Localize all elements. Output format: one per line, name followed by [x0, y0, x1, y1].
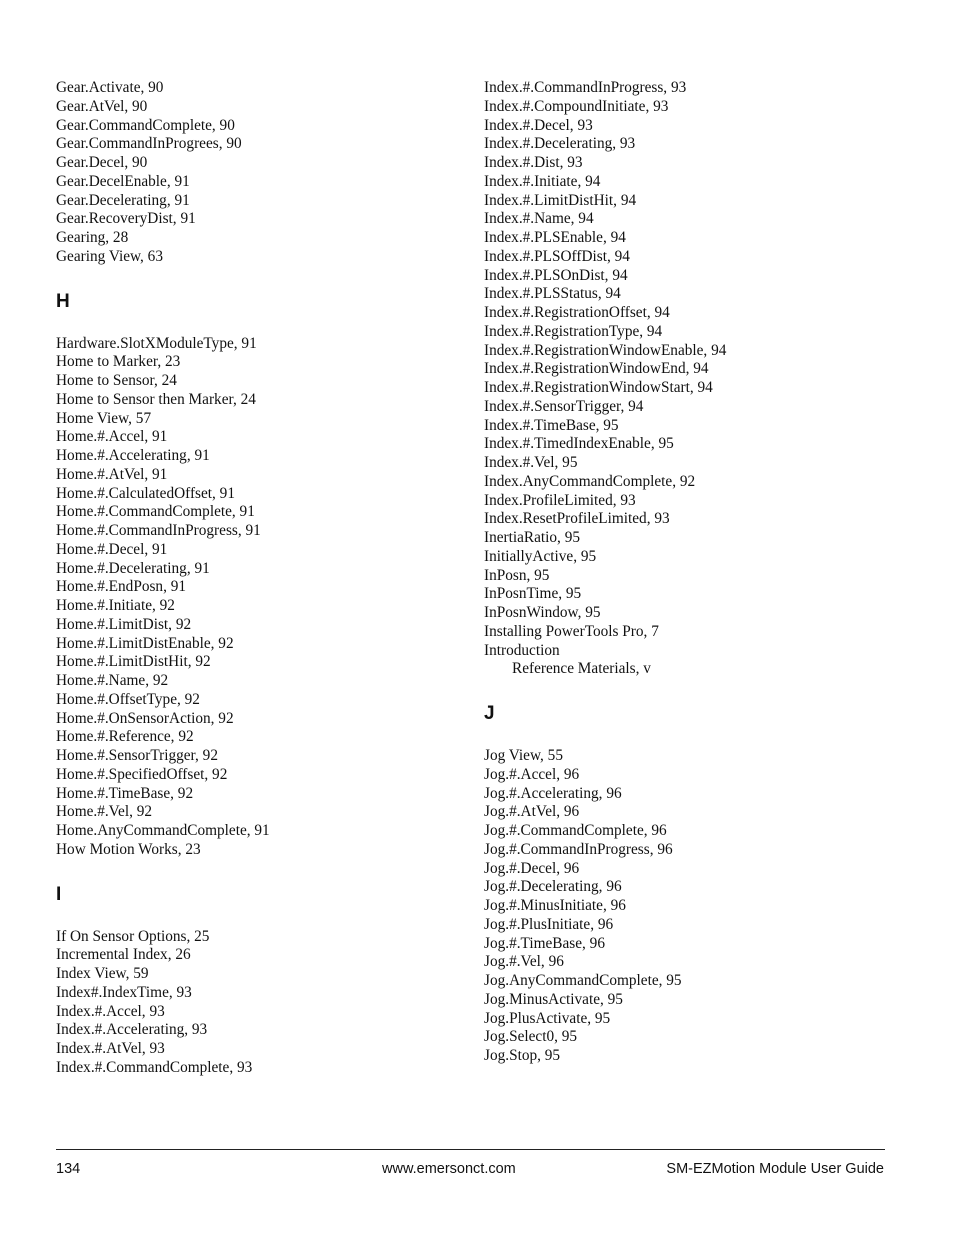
index-entry: Index.#.TimeBase, 95	[484, 416, 619, 434]
index-entry: Home.#.CommandInProgress, 91	[56, 522, 261, 539]
index-entry: Home to Marker, 23	[56, 353, 181, 371]
index-entry: Installing PowerTools Pro, 7	[484, 622, 659, 640]
index-entry: Index.#.TimedIndexEnable, 95	[484, 435, 674, 453]
index-entry: Jog.AnyCommandComplete, 95	[484, 972, 682, 989]
index-entry: Jog.#.Decelerating, 96	[484, 878, 622, 896]
index-entry: Index.#.LimitDistHit, 94	[484, 191, 637, 209]
index-entry: Home.#.Vel, 92	[56, 803, 153, 821]
index-entry: Home.#.CommandComplete, 91	[56, 503, 255, 521]
index-entry: Jog.Stop, 95	[484, 1047, 561, 1064]
section-letter-heading: H	[56, 290, 70, 312]
index-entry: Index.#.CommandInProgress, 93	[484, 79, 687, 96]
index-entry: Home.#.Name, 92	[56, 672, 169, 689]
index-entry: Index.#.RegistrationWindowEnd, 94	[484, 360, 709, 378]
index-entry: Home.#.Initiate, 92	[56, 597, 175, 614]
index-entry: InitiallyActive, 95	[484, 547, 597, 565]
index-entry: InPosnWindow, 95	[484, 604, 601, 621]
index-entry: If On Sensor Options, 25	[56, 927, 210, 945]
index-entry: Home.#.CalculatedOffset, 91	[56, 484, 235, 502]
index-entry: Index.#.PLSEnable, 94	[484, 229, 626, 246]
index-entry: Index.#.Vel, 95	[484, 454, 578, 471]
index-entry: Index.#.PLSOffDist, 94	[484, 247, 630, 265]
index-entry: Index.#.CommandComplete, 93	[56, 1058, 253, 1076]
index-left-column	[56, 79, 456, 1078]
index-entry: Jog.#.AtVel, 96	[484, 803, 580, 821]
index-entry: Gear.CommandComplete, 90	[56, 116, 235, 134]
index-entry: Index.#.Decel, 93	[484, 116, 593, 134]
index-entry: Gear.DecelEnable, 91	[56, 172, 190, 190]
index-entry: Incremental Index, 26	[56, 946, 191, 964]
index-entry: Gear.Decel, 90	[56, 154, 148, 171]
index-entry: Index.#.Accelerating, 93	[56, 1021, 208, 1039]
index-entry: Home to Sensor then Marker, 24	[56, 390, 256, 408]
guide-title: SM-EZMotion Module User Guide	[666, 1161, 884, 1177]
index-entry: Index.#.RegistrationWindowEnable, 94	[484, 341, 727, 359]
index-entry: Home.#.LimitDistHit, 92	[56, 653, 211, 671]
index-entry: Index.#.AtVel, 93	[56, 1040, 165, 1057]
index-entry: Home.AnyCommandComplete, 91	[56, 822, 270, 839]
index-entry: Home.#.OnSensorAction, 92	[56, 709, 234, 727]
index-entry: Jog.#.PlusInitiate, 96	[484, 915, 614, 933]
index-entry: Gearing View, 63	[56, 247, 163, 265]
index-entry: Home.#.SpecifiedOffset, 92	[56, 765, 228, 783]
index-entry: Index.#.RegistrationOffset, 94	[484, 304, 670, 321]
index-entry: Jog.#.CommandInProgress, 96	[484, 840, 673, 858]
index-entry: Jog.#.Decel, 96	[484, 859, 580, 877]
index-entry: Jog.#.MinusInitiate, 96	[484, 897, 626, 914]
index-entry: Index.ResetProfileLimited, 93	[484, 510, 670, 528]
index-entry: Home.#.Accelerating, 91	[56, 447, 210, 464]
index-entry: Index.#.SensorTrigger, 94	[484, 397, 644, 415]
index-entry: Home.#.OffsetType, 92	[56, 690, 200, 708]
page-number: 134	[56, 1161, 81, 1177]
index-entry: Jog.Select0, 95	[484, 1028, 578, 1046]
index-entry: Index.#.CompoundInitiate, 93	[484, 97, 669, 115]
index-entry: Introduction	[484, 641, 560, 659]
index-entry: Gear.Activate, 90	[56, 79, 164, 96]
index-entry: Index.#.Accel, 93	[56, 1002, 165, 1020]
index-entry: InertiaRatio, 95	[484, 529, 581, 546]
footer-divider	[56, 1149, 885, 1150]
index-entry: Home.#.AtVel, 91	[56, 465, 168, 483]
index-entry: Home.#.EndPosn, 91	[56, 578, 187, 596]
index-entry: Home.#.TimeBase, 92	[56, 784, 194, 802]
index-entry: Index#.IndexTime, 93	[56, 983, 192, 1001]
index-entry: How Motion Works, 23	[56, 840, 201, 858]
index-entry: Jog.#.Accelerating, 96	[484, 784, 622, 802]
index-entry: Jog.#.Vel, 96	[484, 953, 564, 971]
index-subentry: Reference Materials, v	[512, 660, 651, 678]
section-letter-heading: J	[484, 703, 495, 724]
index-entry: Home.#.LimitDist, 92	[56, 615, 192, 633]
index-entry: Home to Sensor, 24	[56, 372, 177, 389]
index-entry: Gear.Decelerating, 91	[56, 191, 190, 209]
index-entry: Home.#.SensorTrigger, 92	[56, 747, 218, 764]
index-entry: Jog.#.CommandComplete, 96	[484, 822, 667, 839]
index-entry: InPosnTime, 95	[484, 585, 582, 603]
index-entry: Gear.CommandInProgrees, 90	[56, 135, 242, 153]
index-entry: Index.AnyCommandComplete, 92	[484, 472, 696, 490]
index-entry: Home.#.Reference, 92	[56, 728, 194, 746]
index-entry: Index View, 59	[56, 965, 149, 982]
index-entry: Jog.MinusActivate, 95	[484, 990, 623, 1008]
index-entry: Gearing, 28	[56, 229, 129, 246]
index-entry: Index.#.PLSStatus, 94	[484, 285, 621, 303]
index-entry: Index.#.Decelerating, 93	[484, 135, 636, 153]
index-entry: Jog.PlusActivate, 95	[484, 1009, 611, 1027]
index-entry: Home.#.Decelerating, 91	[56, 559, 210, 577]
index-entry: Index.#.RegistrationType, 94	[484, 322, 663, 340]
index-entry: Gear.AtVel, 90	[56, 97, 148, 115]
index-entry: Index.#.PLSOnDist, 94	[484, 266, 628, 284]
index-entry: Index.#.Dist, 93	[484, 154, 583, 171]
index-entry: Jog View, 55	[484, 747, 563, 764]
index-entry: Index.#.Name, 94	[484, 210, 594, 228]
index-entry: Hardware.SlotXModuleType, 91	[56, 334, 257, 352]
website-link[interactable]: www.emersonct.com	[382, 1161, 516, 1177]
index-entry: Index.#.Initiate, 94	[484, 172, 601, 190]
index-entry: Index.#.RegistrationWindowStart, 94	[484, 379, 713, 396]
index-entry: Index.ProfileLimited, 93	[484, 491, 636, 509]
index-entry: Jog.#.TimeBase, 96	[484, 934, 605, 952]
section-letter-heading: I	[56, 883, 62, 905]
index-entry: InPosn, 95	[484, 566, 550, 584]
index-right-column	[484, 79, 924, 1066]
index-entry: Jog.#.Accel, 96	[484, 765, 580, 783]
index-entry: Home View, 57	[56, 409, 152, 427]
index-entry: Home.#.Accel, 91	[56, 428, 168, 446]
index-entry: Home.#.Decel, 91	[56, 540, 168, 558]
index-entry: Home.#.LimitDistEnable, 92	[56, 634, 234, 652]
index-entry: Gear.RecoveryDist, 91	[56, 210, 196, 228]
